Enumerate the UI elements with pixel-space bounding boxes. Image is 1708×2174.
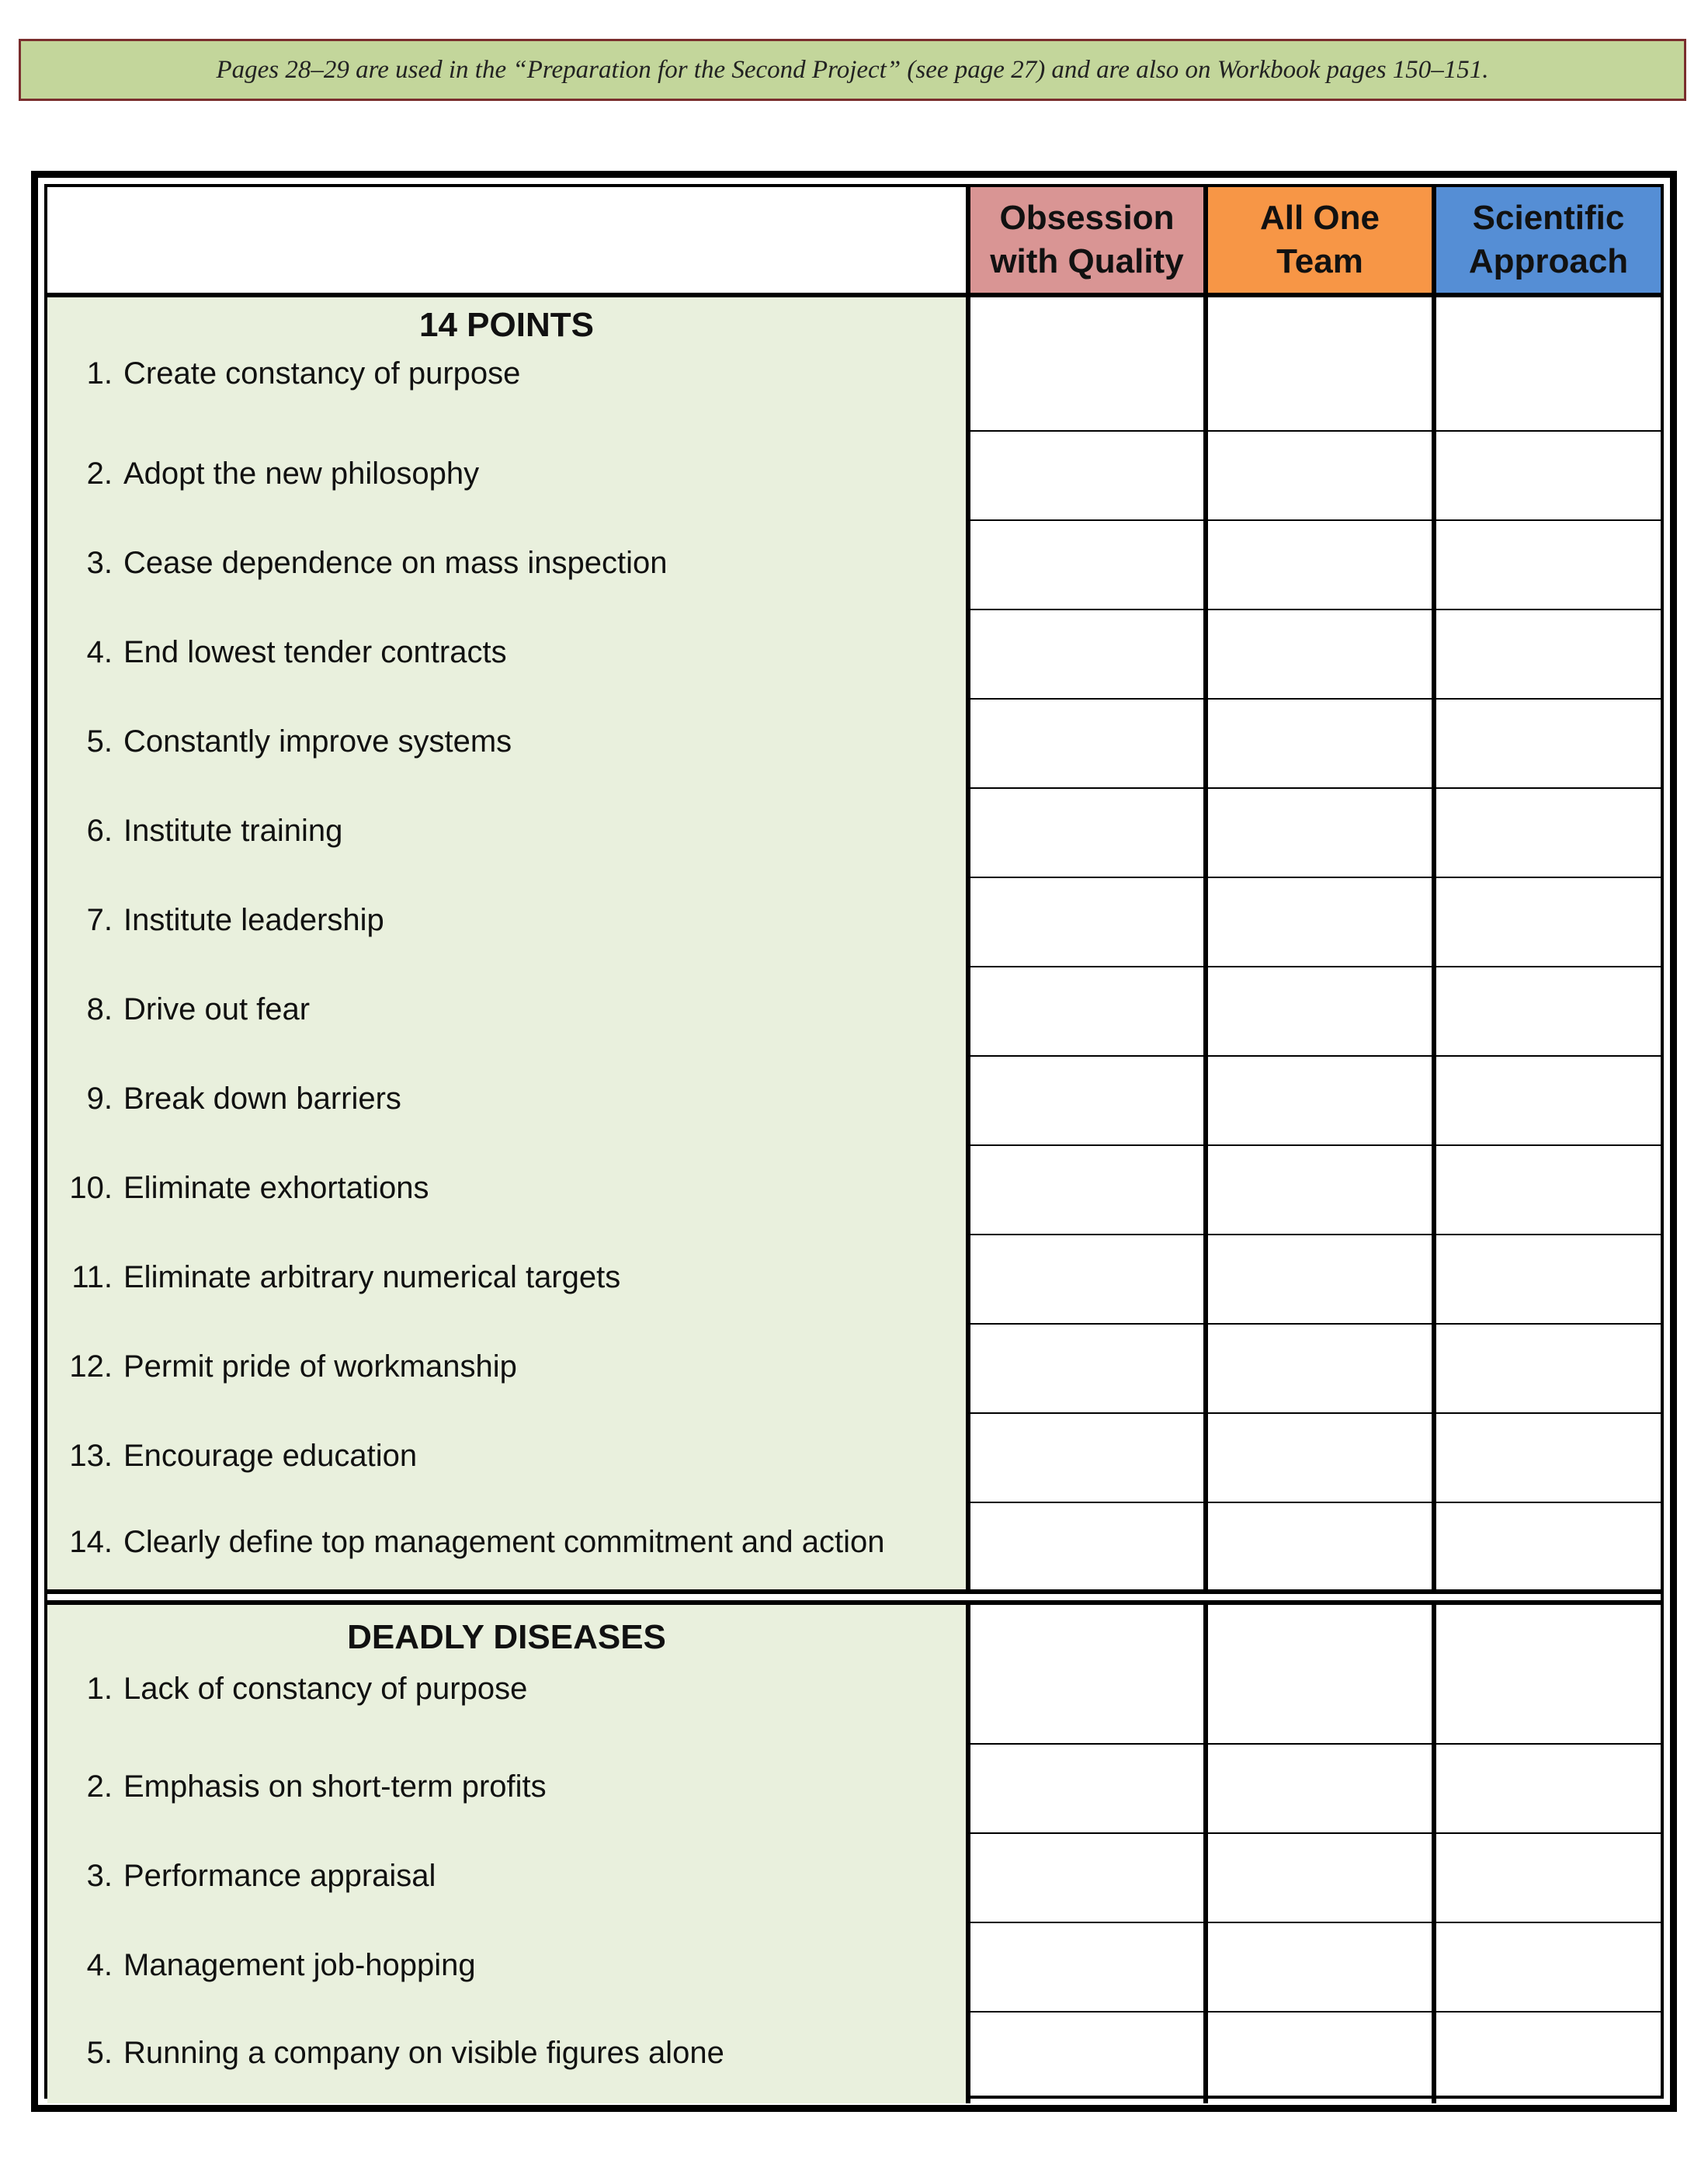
point-number: 1. xyxy=(86,356,113,391)
disease-text: Management job-hopping xyxy=(123,1948,476,1982)
column-header-line: with Quality xyxy=(990,242,1184,280)
points-row xyxy=(47,1412,1661,1503)
disease-number: 3. xyxy=(86,1859,113,1893)
points-label-cell xyxy=(47,1412,970,1502)
diseases-row xyxy=(47,1922,1661,2013)
checkbox-cell-scientific[interactable] xyxy=(1436,1922,1661,2011)
disease-number: 4. xyxy=(86,1948,113,1982)
point-number: 12. xyxy=(69,1349,113,1384)
points-label-cell xyxy=(47,1055,970,1144)
diseases-label-cell xyxy=(47,2011,970,2103)
points-label-cell xyxy=(47,519,970,609)
checkbox-cell-quality[interactable] xyxy=(970,1412,1208,1502)
point-text: Permit pride of workmanship xyxy=(123,1349,517,1384)
column-header-line: Team xyxy=(1276,242,1363,280)
checkbox-cell-quality[interactable] xyxy=(970,1144,1208,1234)
diseases-row xyxy=(47,1743,1661,1834)
diseases-label-cell xyxy=(47,1605,970,1743)
checkbox-cell-team[interactable] xyxy=(1208,1055,1436,1144)
header-row xyxy=(47,187,1661,297)
points-label-cell xyxy=(47,609,970,698)
point-text: Constantly improve systems xyxy=(123,724,512,759)
point-text: Eliminate arbitrary numerical targets xyxy=(123,1260,621,1294)
diseases-label-cell xyxy=(47,1832,970,1922)
disease-number: 5. xyxy=(86,2036,113,2070)
checkbox-cell-team[interactable] xyxy=(1208,1412,1436,1502)
points-label-cell xyxy=(47,1323,970,1412)
point-text: Cease dependence on mass inspection xyxy=(123,546,668,580)
checkbox-cell-team[interactable] xyxy=(1208,1144,1436,1234)
checkbox-cell-scientific[interactable] xyxy=(1436,1743,1661,1832)
checkbox-cell-quality[interactable] xyxy=(970,1605,1208,1743)
checkbox-cell-scientific[interactable] xyxy=(1436,877,1661,966)
point-number: 3. xyxy=(86,546,113,580)
point-text: Institute training xyxy=(123,814,343,848)
points-row xyxy=(47,1144,1661,1235)
checkbox-cell-scientific[interactable] xyxy=(1436,698,1661,787)
checkbox-cell-quality[interactable] xyxy=(970,966,1208,1055)
point-text: End lowest tender contracts xyxy=(123,635,507,669)
points-label-cell xyxy=(47,1502,970,1589)
column-header-all-one-team xyxy=(1208,187,1436,297)
points-row-1 xyxy=(47,297,1661,432)
checkbox-cell-quality[interactable] xyxy=(970,297,1208,430)
diseases-label-cell xyxy=(47,1922,970,2011)
checkbox-cell-team[interactable] xyxy=(1208,877,1436,966)
point-text: Institute leadership xyxy=(123,903,384,937)
checkbox-cell-team[interactable] xyxy=(1208,787,1436,877)
points-label-cell xyxy=(47,787,970,877)
points-row xyxy=(47,966,1661,1057)
column-header-scientific-approach xyxy=(1436,187,1661,297)
disease-text: Performance appraisal xyxy=(123,1859,436,1893)
table-grid xyxy=(47,187,1661,2096)
checkbox-cell-scientific[interactable] xyxy=(1436,1832,1661,1922)
checkbox-cell-scientific[interactable] xyxy=(1436,1323,1661,1412)
checkbox-cell-scientific[interactable] xyxy=(1436,297,1661,430)
checkbox-cell-scientific[interactable] xyxy=(1436,1234,1661,1323)
points-row xyxy=(47,1055,1661,1146)
checkbox-cell-quality[interactable] xyxy=(970,430,1208,519)
checkbox-cell-scientific[interactable] xyxy=(1436,966,1661,1055)
checkbox-cell-quality[interactable] xyxy=(970,698,1208,787)
checkbox-cell-scientific[interactable] xyxy=(1436,1502,1661,1589)
disease-number: 1. xyxy=(86,1672,113,1706)
point-number: 5. xyxy=(86,724,113,759)
checkbox-cell-quality[interactable] xyxy=(970,1323,1208,1412)
checkbox-cell-team[interactable] xyxy=(1208,698,1436,787)
point-number: 8. xyxy=(86,992,113,1026)
checkbox-cell-quality[interactable] xyxy=(970,1922,1208,2011)
checkbox-cell-quality[interactable] xyxy=(970,877,1208,966)
column-header-line: All One xyxy=(1259,199,1380,237)
point-text: Eliminate exhortations xyxy=(123,1171,429,1205)
checkbox-cell-quality[interactable] xyxy=(970,787,1208,877)
point-text: Encourage education xyxy=(123,1439,418,1473)
checkbox-cell-team[interactable] xyxy=(1208,1743,1436,1832)
checkbox-cell-quality[interactable] xyxy=(970,1055,1208,1144)
points-row xyxy=(47,1323,1661,1414)
checkbox-cell-quality[interactable] xyxy=(970,1502,1208,1589)
checkbox-cell-quality[interactable] xyxy=(970,1234,1208,1323)
points-label-cell xyxy=(47,1144,970,1234)
checkbox-cell-team[interactable] xyxy=(1208,1605,1436,1743)
point-text: Create constancy of purpose xyxy=(123,356,521,391)
points-row xyxy=(47,430,1661,521)
checkbox-cell-team[interactable] xyxy=(1208,519,1436,609)
checkbox-cell-quality[interactable] xyxy=(970,519,1208,609)
checkbox-cell-scientific[interactable] xyxy=(1436,519,1661,609)
checkbox-cell-quality[interactable] xyxy=(970,609,1208,698)
points-row xyxy=(47,519,1661,610)
disease-number: 2. xyxy=(86,1769,113,1804)
checkbox-cell-quality[interactable] xyxy=(970,1743,1208,1832)
points-section-title: 14 POINTS xyxy=(419,306,594,344)
point-number: 6. xyxy=(86,814,113,848)
diseases-row-1 xyxy=(47,1605,1661,1745)
checkbox-cell-scientific[interactable] xyxy=(1436,1144,1661,1234)
point-number: 11. xyxy=(71,1260,113,1294)
point-text: Adopt the new philosophy xyxy=(123,457,480,491)
points-label-cell xyxy=(47,1234,970,1323)
checkbox-cell-team[interactable] xyxy=(1208,1234,1436,1323)
point-number: 4. xyxy=(86,635,113,669)
worksheet-table-inner xyxy=(44,184,1664,2099)
header-blank-cell xyxy=(47,187,970,297)
column-header-line: Scientific xyxy=(1472,199,1625,237)
point-number: 14. xyxy=(69,1525,113,1559)
points-row xyxy=(47,1502,1661,1589)
diseases-row xyxy=(47,2011,1661,2103)
points-row xyxy=(47,1234,1661,1325)
points-row xyxy=(47,787,1661,878)
checkbox-cell-team[interactable] xyxy=(1208,2011,1436,2103)
points-label-cell xyxy=(47,430,970,519)
points-label-cell xyxy=(47,966,970,1055)
point-number: 7. xyxy=(86,903,113,937)
point-number: 9. xyxy=(86,1082,113,1116)
diseases-label-cell xyxy=(47,1743,970,1832)
checkbox-cell-scientific[interactable] xyxy=(1436,787,1661,877)
column-header-obsession-with-quality xyxy=(970,187,1208,297)
worksheet-table xyxy=(31,171,1677,2112)
points-label-cell xyxy=(47,877,970,966)
checkbox-cell-team[interactable] xyxy=(1208,966,1436,1055)
checkbox-cell-team[interactable] xyxy=(1208,1832,1436,1922)
checkbox-cell-quality[interactable] xyxy=(970,1832,1208,1922)
section-separator xyxy=(47,1589,1661,1605)
disease-text: Lack of constancy of purpose xyxy=(123,1672,528,1706)
column-header-line: Obsession xyxy=(999,199,1175,237)
points-label-cell xyxy=(47,698,970,787)
point-number: 10. xyxy=(69,1171,113,1205)
point-text: Drive out fear xyxy=(123,992,311,1026)
points-row xyxy=(47,609,1661,700)
checkbox-cell-scientific[interactable] xyxy=(1436,1055,1661,1144)
point-text: Break down barriers xyxy=(123,1082,401,1116)
checkbox-cell-scientific[interactable] xyxy=(1436,2011,1661,2103)
diseases-row xyxy=(47,1832,1661,1923)
checkbox-cell-scientific[interactable] xyxy=(1436,1412,1661,1502)
points-row xyxy=(47,877,1661,967)
diseases-section-title: DEADLY DISEASES xyxy=(347,1618,666,1656)
checkbox-cell-team[interactable] xyxy=(1208,297,1436,430)
column-header-line: Approach xyxy=(1468,242,1629,280)
checkbox-cell-team[interactable] xyxy=(1208,1323,1436,1412)
points-row xyxy=(47,698,1661,789)
disease-text: Emphasis on short-term profits xyxy=(123,1769,547,1804)
page-reference-banner xyxy=(19,39,1686,101)
checkbox-cell-quality[interactable] xyxy=(970,2011,1208,2103)
point-number: 13. xyxy=(69,1439,113,1473)
banner-text: Pages 28–29 are used in the “Preparation for the Second Project” (see page 27) and are also on Workbook pages 150–151. xyxy=(216,55,1489,84)
checkbox-cell-scientific[interactable] xyxy=(1436,1605,1661,1743)
checkbox-cell-team[interactable] xyxy=(1208,1502,1436,1589)
point-number: 2. xyxy=(86,457,113,491)
checkbox-cell-scientific[interactable] xyxy=(1436,609,1661,698)
disease-text: Running a company on visible figures alone xyxy=(123,2036,724,2070)
checkbox-cell-team[interactable] xyxy=(1208,430,1436,519)
point-text: Clearly define top management commitment and action xyxy=(123,1525,885,1559)
checkbox-cell-team[interactable] xyxy=(1208,609,1436,698)
checkbox-cell-team[interactable] xyxy=(1208,1922,1436,2011)
checkbox-cell-scientific[interactable] xyxy=(1436,430,1661,519)
points-label-cell xyxy=(47,297,970,430)
